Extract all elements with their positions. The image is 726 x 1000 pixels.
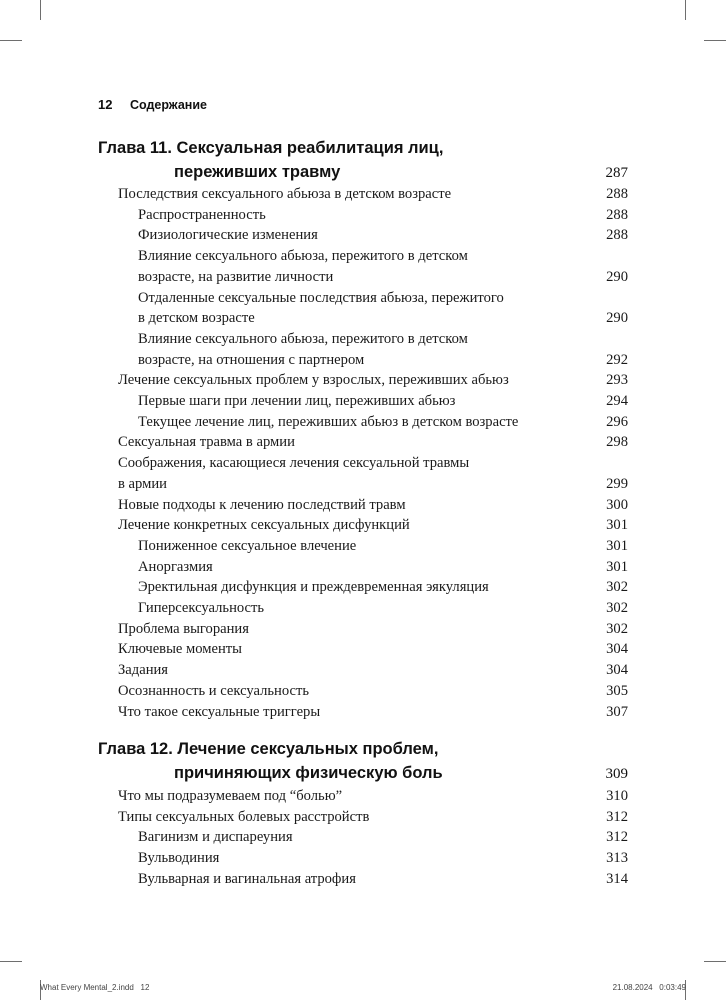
running-header bbox=[98, 97, 207, 112]
chapter-title-line1: Глава 11. Сексуальная реабилитация лиц, bbox=[98, 139, 444, 157]
toc-entry-title: Физиологические изменения bbox=[138, 227, 318, 244]
toc-entry bbox=[98, 619, 628, 640]
toc-entry bbox=[98, 453, 628, 494]
toc-entry-page: 305 bbox=[606, 682, 628, 699]
chapter-11-toc bbox=[98, 184, 628, 722]
toc-entry-page: 312 bbox=[606, 829, 628, 846]
crop-mark-left-top bbox=[0, 40, 22, 41]
chapter-12-heading bbox=[98, 737, 628, 786]
toc-entry-title: Эректильная дисфункция и преждевременная эякуляция bbox=[138, 579, 489, 596]
toc-entry bbox=[98, 827, 628, 848]
toc-entry bbox=[98, 536, 628, 557]
toc-entry-page: 313 bbox=[606, 850, 628, 867]
toc-entry-title: Влияние сексуального абьюза, пережитого в детском возрасте, на развитие личности bbox=[138, 248, 468, 285]
toc-entry-title: Лечение сексуальных проблем у взрослых, переживших абьюз bbox=[118, 372, 509, 389]
toc-entry-page: 293 bbox=[606, 372, 628, 389]
toc-entry bbox=[98, 495, 628, 516]
toc-entry-page: 304 bbox=[606, 641, 628, 658]
toc-entry bbox=[98, 432, 628, 453]
chapter-page: 287 bbox=[605, 165, 628, 181]
toc-entry bbox=[98, 869, 628, 890]
toc-entry bbox=[98, 577, 628, 598]
toc-entry-title: Последствия сексуального абьюза в детском возрасте bbox=[118, 186, 452, 202]
toc-entry bbox=[98, 515, 628, 536]
toc-entry-page: 302 bbox=[606, 620, 628, 637]
chapter-title-line2: причиняющих физическую боль bbox=[174, 764, 443, 782]
toc-entry-title: Типы сексуальных болевых расстройств bbox=[118, 808, 370, 825]
toc-entry bbox=[98, 225, 628, 246]
toc-entry-page: 304 bbox=[606, 662, 628, 679]
chapter-title-line2: переживших травму bbox=[174, 163, 341, 181]
toc-entry-title: Задания bbox=[118, 662, 169, 679]
toc-entry bbox=[98, 660, 628, 681]
toc-entry-page: 290 bbox=[606, 268, 628, 285]
toc-entry-page: 299 bbox=[606, 475, 628, 492]
toc-entry-title: Лечение конкретных сексуальных дисфункций bbox=[118, 517, 410, 534]
footer-timestamp: 21.08.2024 0:03:49 bbox=[612, 983, 686, 992]
toc-entry-page: 310 bbox=[606, 788, 628, 804]
chapter-11-heading bbox=[98, 136, 628, 185]
toc-entry-title: Осознанность и сексуальность bbox=[118, 682, 310, 699]
toc-entry-title: Новые подходы к лечению последствий травм bbox=[118, 496, 406, 513]
toc-entry-title: Сексуальная травма в армии bbox=[118, 434, 295, 451]
toc-entry-page: 302 bbox=[606, 600, 628, 617]
toc-entry-page: 301 bbox=[606, 517, 628, 534]
toc-entry-page: 290 bbox=[606, 310, 628, 327]
toc-entry bbox=[98, 329, 628, 370]
crop-mark-right-top bbox=[704, 40, 726, 41]
toc-entry bbox=[98, 807, 628, 828]
toc-entry-page: 298 bbox=[606, 434, 628, 451]
toc-entry-page: 288 bbox=[606, 227, 628, 244]
toc-entry-page: 307 bbox=[606, 703, 628, 720]
toc-entry-title: Вагинизм и диспареуния bbox=[138, 829, 293, 846]
page-number: 12 bbox=[98, 97, 113, 112]
crop-mark-right-bottom bbox=[704, 961, 726, 962]
toc-entry-title: Что такое сексуальные триггеры bbox=[118, 703, 321, 720]
toc-entry-title: Вульварная и вагинальная атрофия bbox=[138, 870, 356, 887]
toc-entry-title: Текущее лечение лиц, переживших абьюз в детском возрасте bbox=[138, 413, 519, 430]
toc-entry-title: Гиперсексуальность bbox=[138, 600, 265, 617]
toc-entry bbox=[98, 598, 628, 619]
toc-entry-page: 301 bbox=[606, 537, 628, 554]
toc-entry-page: 294 bbox=[606, 393, 628, 410]
toc-entry-title: Распространенность bbox=[138, 206, 266, 223]
toc-entry-title: Отдаленные сексуальные последствия абьюза, пережитого в детском возрасте bbox=[138, 289, 504, 327]
chapter-title-line1: Глава 12. Лечение сексуальных проблем, bbox=[98, 740, 439, 758]
toc-entry-page: 292 bbox=[606, 351, 628, 368]
section-title: Содержание bbox=[129, 98, 207, 112]
toc-entry bbox=[98, 246, 628, 287]
toc-entry-title: Пониженное сексуальное влечение bbox=[138, 537, 357, 554]
toc-entry-page: 312 bbox=[606, 808, 628, 825]
toc-entry-title: Что мы подразумеваем под “болью” bbox=[118, 788, 343, 804]
toc-entry bbox=[98, 288, 628, 329]
toc-entry bbox=[98, 205, 628, 226]
toc-entry-title: Вульводиния bbox=[138, 850, 220, 867]
toc-entry bbox=[98, 848, 628, 869]
crop-mark-left-bottom bbox=[0, 961, 22, 962]
crop-mark-top-left bbox=[40, 0, 41, 20]
toc-entry bbox=[98, 639, 628, 660]
toc-entry bbox=[98, 412, 628, 433]
toc-entry-title: Соображения, касающиеся лечения сексуальной травмы в армии bbox=[118, 455, 470, 492]
toc-entry bbox=[98, 681, 628, 702]
toc-entry-title: Проблема выгорания bbox=[118, 620, 249, 637]
toc-entry-page: 301 bbox=[606, 558, 628, 575]
chapter-page: 309 bbox=[605, 766, 628, 782]
toc-entry-page: 314 bbox=[606, 870, 628, 887]
toc-entry-title: Первые шаги при лечении лиц, переживших абьюз bbox=[138, 393, 456, 410]
toc-entry-title: Ключевые моменты bbox=[118, 641, 242, 658]
toc-entry bbox=[98, 184, 628, 205]
toc-entry-page: 302 bbox=[606, 579, 628, 596]
toc-entry bbox=[98, 370, 628, 391]
toc-entry-page: 288 bbox=[606, 206, 628, 223]
toc-entry-title: Аноргазмия bbox=[138, 558, 213, 575]
toc-entry-title: Влияние сексуального абьюза, пережитого в детском возрасте, на отношения с партнером bbox=[138, 330, 468, 368]
crop-mark-top-right bbox=[685, 0, 686, 20]
chapter-12-toc bbox=[98, 786, 628, 890]
toc-entry bbox=[98, 786, 628, 807]
toc-entry-page: 296 bbox=[606, 413, 628, 430]
footer-file-info: What Every Mental_2.indd 12 bbox=[40, 983, 150, 992]
toc-entry-page: 300 bbox=[606, 496, 628, 513]
toc-entry bbox=[98, 557, 628, 578]
toc-entry bbox=[98, 391, 628, 412]
toc-entry-page: 288 bbox=[606, 186, 628, 202]
toc-entry bbox=[98, 702, 628, 723]
